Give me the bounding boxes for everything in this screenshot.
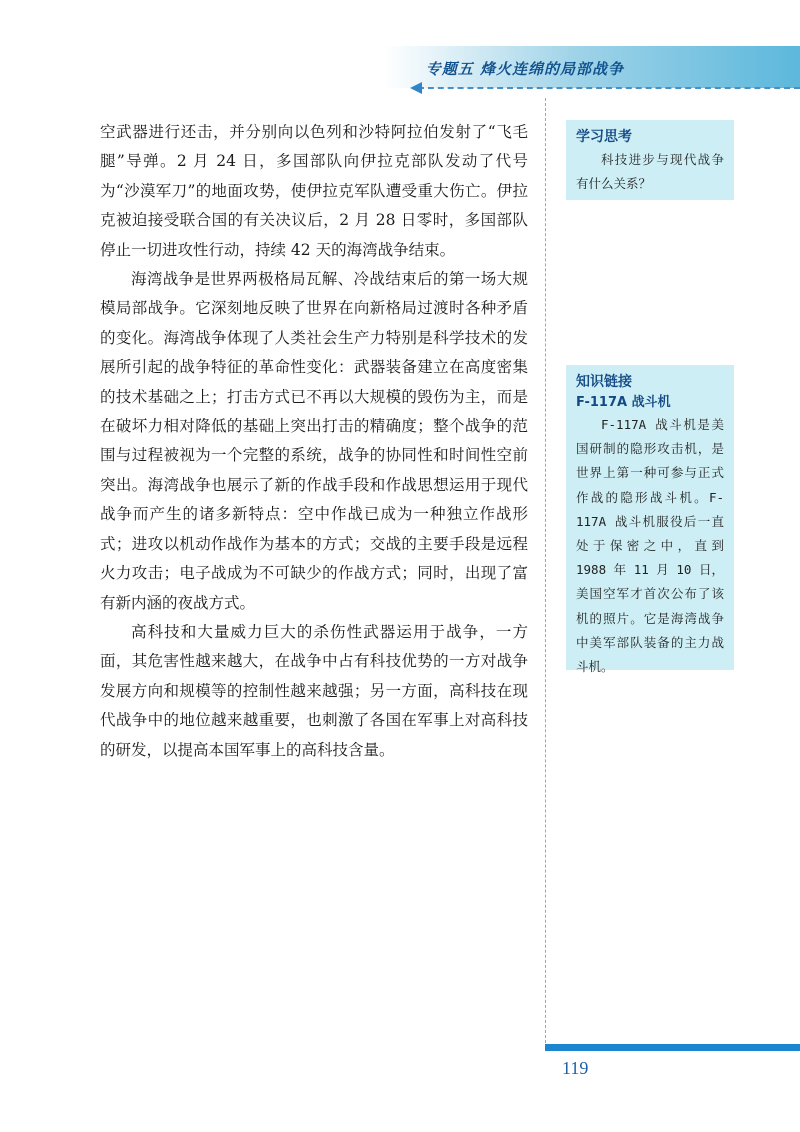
footer-bar — [545, 1044, 800, 1051]
column-divider — [545, 98, 546, 1048]
header-band — [0, 46, 800, 88]
knowledge-box-subtitle: F-117A 战斗机 — [576, 395, 671, 410]
knowledge-box-text: F-117A 战斗机是美国研制的隐形攻击机，是世界上第一种可参与正式作战的隐形战斗机。F-117A 战斗机服役后一直处于保密之中，直到 1988 年 11 月 10 日，美国空军才首次公布了该机的照片。它是海湾战争中美军部队装备的主力战斗机。 — [576, 417, 724, 675]
page-number: 119 — [562, 1058, 589, 1078]
study-box-title: 学习思考 — [576, 129, 632, 145]
paragraph: 海湾战争是世界两极格局瓦解、冷战结束后的第一场大规模局部战争。它深刻地反映了世界在向新格局过渡时各种矛盾的变化。海湾战争体现了人类社会生产力特别是科学技术的发展所引起的战争特征的革命性变化：武器装备建立在高度密集的技术基础之上；打击方式已不再以大规模的毁伤为主，而是在破坏力相对降低的基础上突出打击的精确度；整个战争的范围与过程被视为一个完整的系统，战争的协同性和时间性空前突出。海湾战争也展示了新的作战手段和作战思想运用于现代战争而产生的诸多新特点：空中作战已成为一种独立作战形式；进攻以机动作战作为基本的方式；交战的主要手段是远程火力攻击；电子战成为不可缺少的作战方式；同时，出现了富有新内涵的夜战方式。 — [100, 270, 528, 612]
knowledge-link-box — [566, 365, 734, 675]
main-text — [100, 118, 528, 765]
study-thinking-box — [566, 120, 734, 200]
chapter-title: 专题五 烽火连绵的局部战争 — [425, 60, 624, 78]
header-dashed-line — [418, 87, 800, 89]
paragraph: 高科技和大量威力巨大的杀伤性武器运用于战争，一方面，其危害性越来越大，在战争中占有科技优势的一方对战争发展方向和规模等的控制性越来越强；另一方面，高科技在现代战争中的地位越来越重要，也刺激了各国在军事上对高科技的研发，以提高本国军事上的高科技含量。 — [100, 622, 528, 759]
arrow-left-icon — [410, 82, 422, 94]
knowledge-box-title: 知识链接 — [576, 374, 632, 390]
study-box-text: 科技进步与现代战争有什么关系？ — [576, 152, 724, 192]
paragraph: 空武器进行还击，并分别向以色列和沙特阿拉伯发射了“飞毛腿”导弹。2 月 24 日，多国部队向伊拉克部队发动了代号为“沙漠军刀”的地面攻势，使伊拉克军队遭受重大伤亡。伊拉克被迫接受联合国的有关决议后，2 月 28 日零时，多国部队停止一切进攻性行动，持续 42 天的海湾战争结束。 — [100, 123, 528, 259]
